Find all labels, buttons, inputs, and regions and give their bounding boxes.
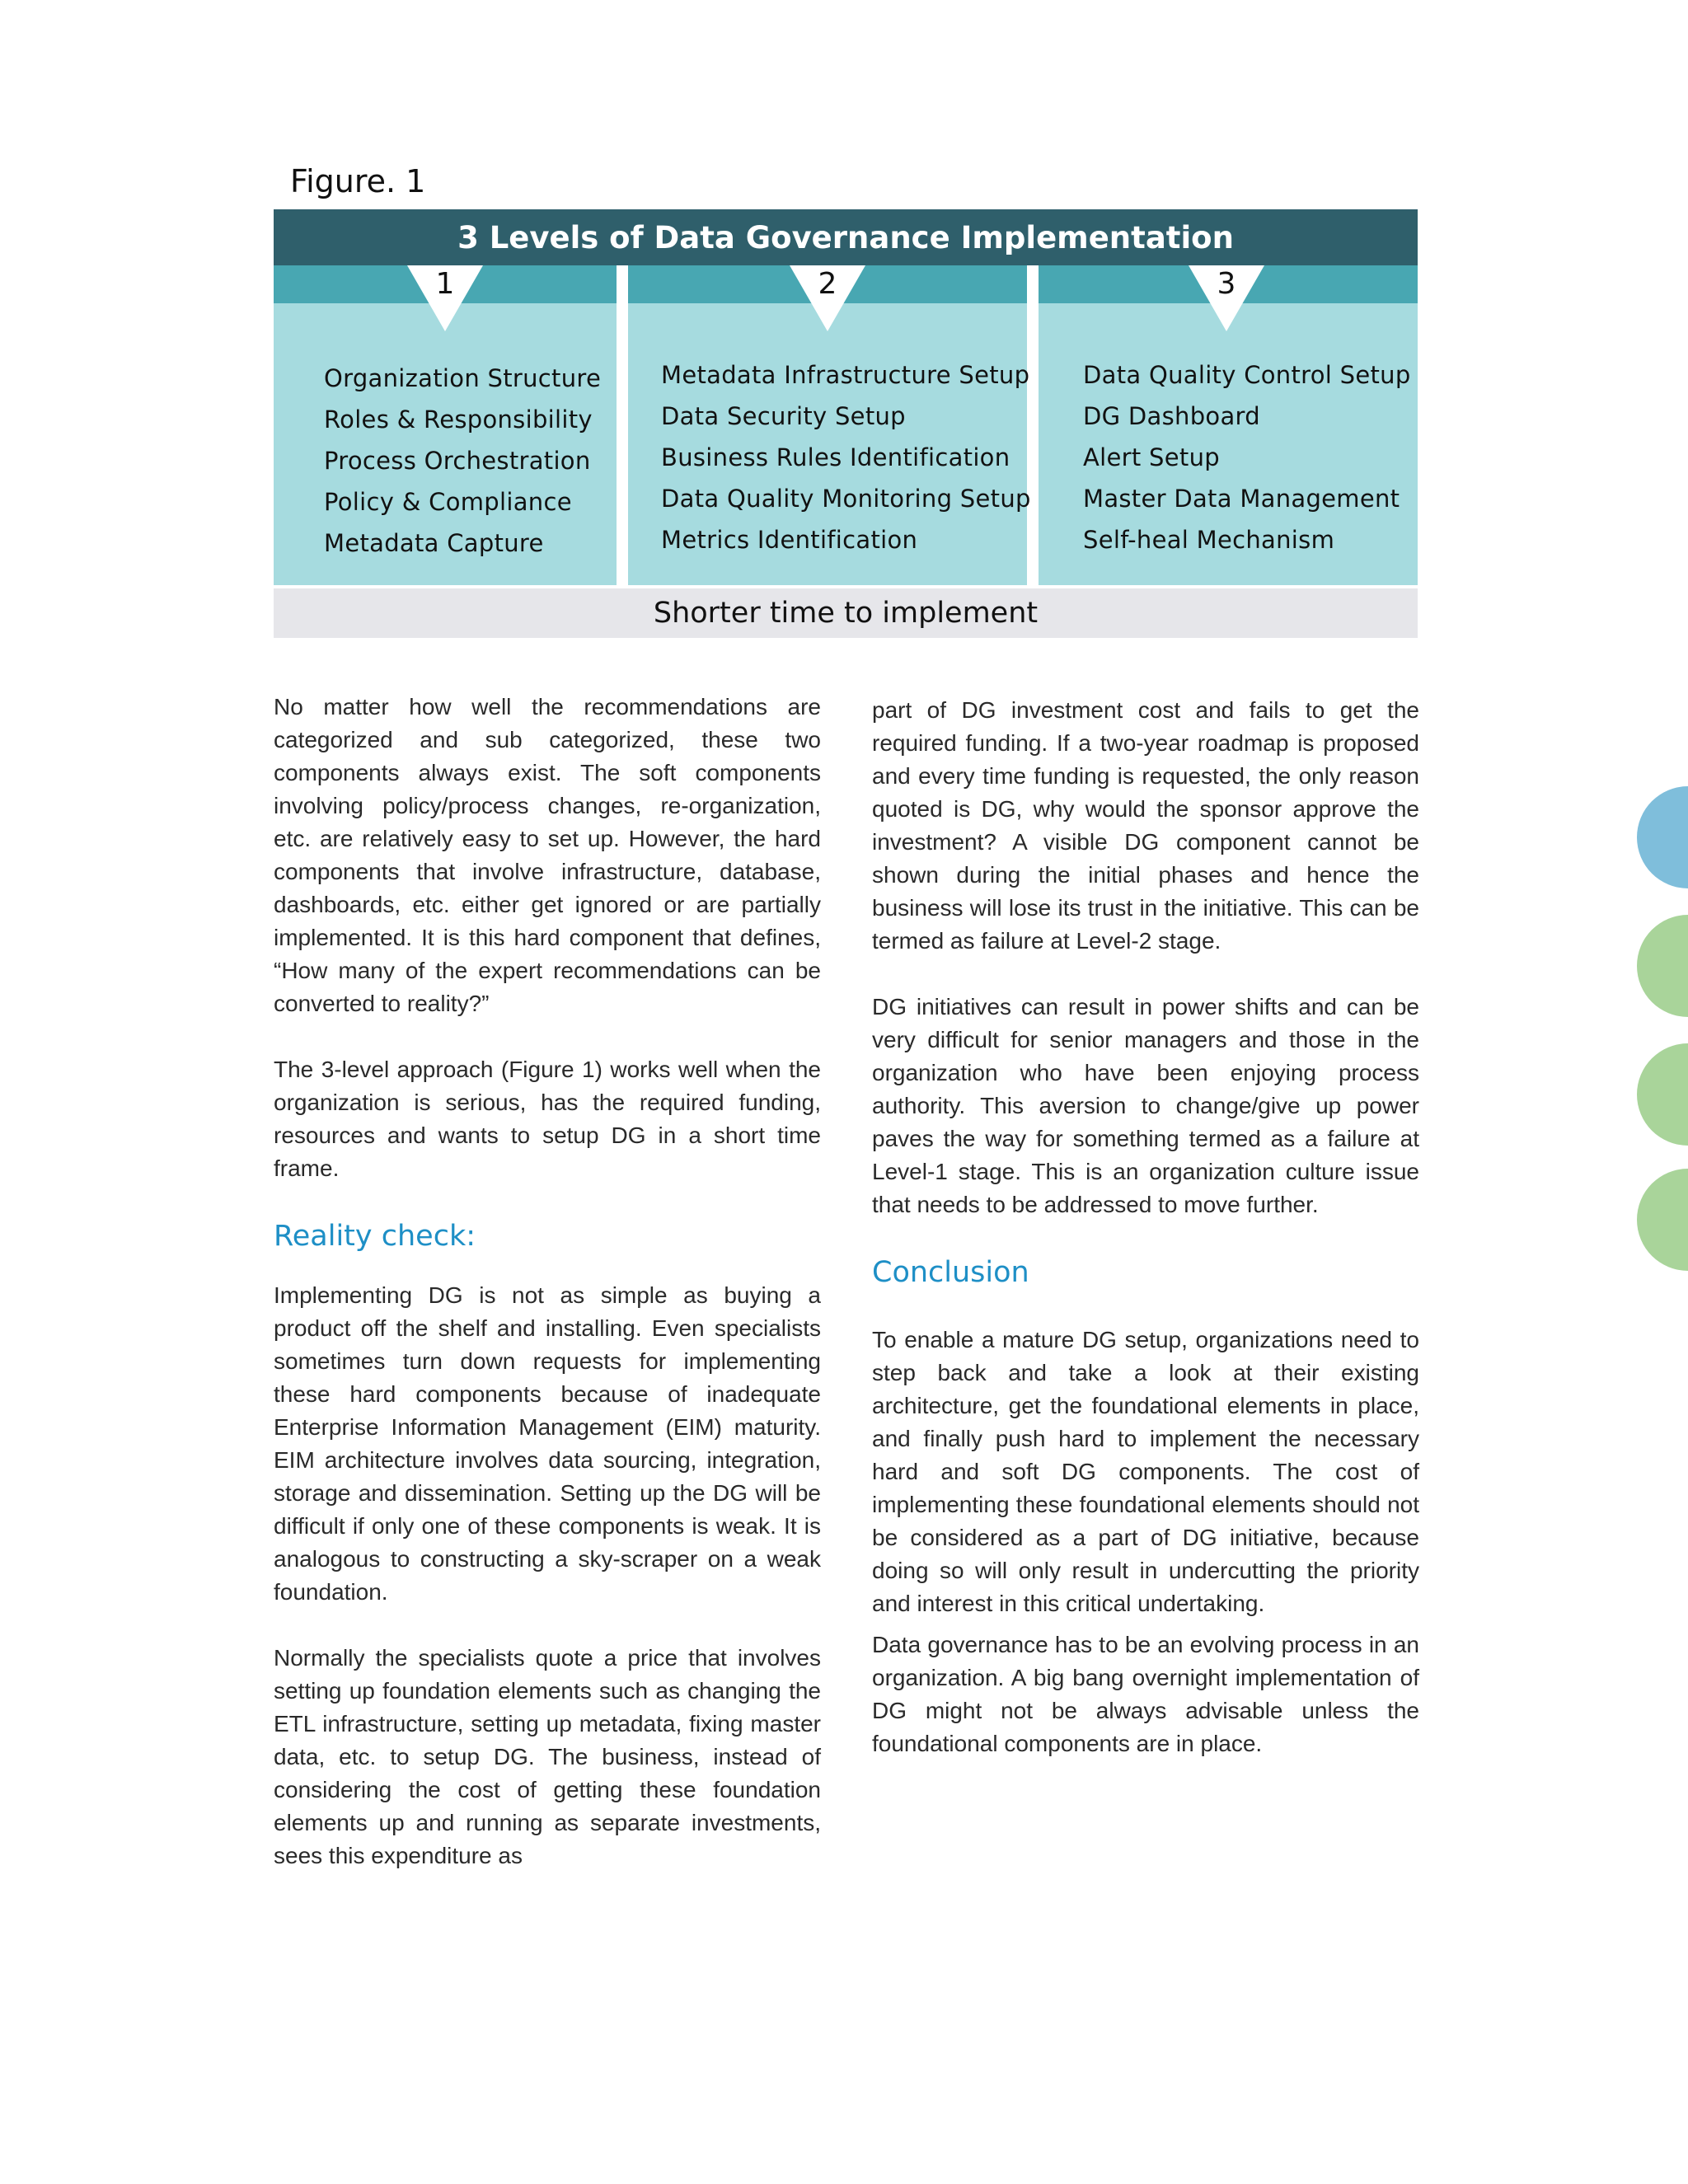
list-item: Metadata Capture xyxy=(324,529,544,557)
paragraph: To enable a mature DG setup, organizations need to step back and take a look at their existing architecture, get the foundational elements in place, and finally push hard to implement the necessary hard and soft DG components. The cost of implementing these foundational elements should not be considered as a part of DG initiative, because doing so will only result in undercutting the priority and interest in this critical undertaking. xyxy=(872,1327,1419,1616)
paragraph: Normally the specialists quote a price that involves setting up foundation elements such as changing the ETL infrastructure, setting up metadata, fixing master data, etc. to setup DG. The business, instead of considering the cost of getting these foundation elements up and running as separate investments, sees this expenditure as xyxy=(274,1645,821,1868)
section-tab-circle-blue xyxy=(1637,786,1688,888)
section-tab-circle-green xyxy=(1637,1043,1688,1146)
list-item: Business Rules Identification xyxy=(661,443,1010,471)
list-item: Master Data Management xyxy=(1083,485,1400,513)
paragraph: Data governance has to be an evolving process in an organization. A big bang overnight implementation of DG might not be always advisable unless the foundational components are in place. xyxy=(872,1632,1419,1756)
list-item: Metrics Identification xyxy=(661,526,918,554)
list-item: DG Dashboard xyxy=(1083,402,1260,430)
level-2-number: 2 xyxy=(818,267,837,301)
paragraph: The 3-level approach (Figure 1) works well when the organization is serious, has the required funding, resources and wants to setup DG in a short time frame. xyxy=(274,1057,821,1181)
level-1-number: 1 xyxy=(435,267,455,301)
level-3-number: 3 xyxy=(1217,267,1236,301)
paragraph: part of DG investment cost and fails to get the required funding. If a two-year roadmap is proposed and every time funding is requested, the only reason quoted is DG, why would the sponsor approve the investment? A visible DG component cannot be shown during the initial phases and hence the business will lose its trust in the initiative. This can be termed as failure at Level-2 stage. xyxy=(872,697,1419,954)
level-3-list xyxy=(1083,354,1411,560)
paragraph: Implementing DG is not as simple as buying a product off the shelf and installing. Even specialists sometimes turn down requests for implementing these hard components because of inadequate Enterprise Information Management (EIM) maturity. EIM architecture involves data sourcing, integration, storage and dissemination. Setting up the DG will be difficult if only one of these components is weak. It is analogous to constructing a sky-scraper on a weak foundation. xyxy=(274,1282,821,1605)
list-item: Data Security Setup xyxy=(661,402,906,430)
section-heading-reality-check: Reality check: xyxy=(274,1220,476,1253)
paragraph: No matter how well the recommendations are categorized and sub categorized, these two components always exist. The soft components involving policy/process changes, re-organization, etc. are relatively easy to set up. However, the hard components that involve infrastructure, database, dashboards, etc. either get ignored or are partially implemented. It is this hard component that defines, “How many of the expert recommendations can be converted to reality?” xyxy=(274,694,821,1016)
list-item: Roles & Responsibility xyxy=(324,405,593,434)
list-item: Organization Structure xyxy=(324,364,602,392)
section-tab-circle-green xyxy=(1637,1169,1688,1271)
figure-label: Figure. 1 xyxy=(290,163,426,199)
paragraph: DG initiatives can result in power shifts and can be very difficult for senior managers and those in the organization who have been enjoying process authority. This aversion to change/give up power paves the way for something termed as a failure at Level-1 stage. This is an organization culture issue that needs to be addressed to move further. xyxy=(872,994,1419,1217)
list-item: Policy & Compliance xyxy=(324,488,572,516)
level-1-list xyxy=(324,358,601,564)
list-item: Alert Setup xyxy=(1083,443,1220,471)
list-item: Process Orchestration xyxy=(324,447,591,475)
list-item: Data Quality Control Setup xyxy=(1083,361,1411,389)
list-item: Data Quality Monitoring Setup xyxy=(661,485,1031,513)
left-column xyxy=(274,691,821,1905)
figure-title: 3 Levels of Data Governance Implementation xyxy=(274,209,1418,265)
data-governance-figure xyxy=(274,209,1418,638)
level-2-list xyxy=(661,354,1031,560)
figure-footer: Shorter time to implement xyxy=(274,588,1418,638)
section-heading-conclusion: Conclusion xyxy=(872,1256,1029,1289)
section-tab-circle-green xyxy=(1637,915,1688,1017)
list-item: Metadata Infrastructure Setup xyxy=(661,361,1030,389)
right-column xyxy=(872,694,1419,1793)
list-item: Self-heal Mechanism xyxy=(1083,526,1335,554)
